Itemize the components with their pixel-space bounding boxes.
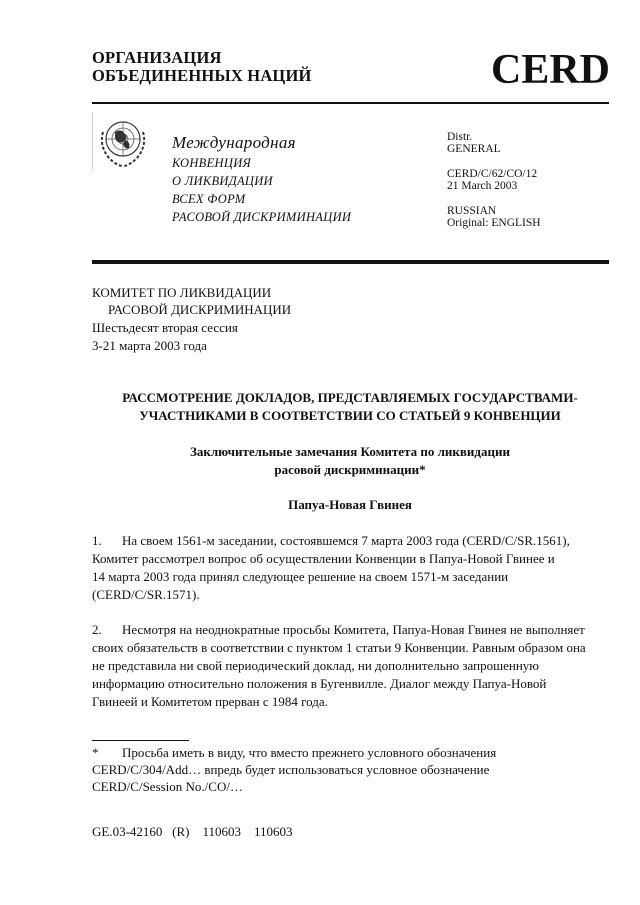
- paragraph-2-number: 2.: [92, 622, 102, 637]
- footnote-line: Просьба иметь в виду, что вместо прежнего условного обозначения: [122, 745, 497, 760]
- paragraph-1-line: На своем 1561-м заседании, состоявшемся 7 марта 2003 года (CERD/C/SR.1561),: [122, 533, 570, 548]
- paragraph-1-line: (CERD/C/SR.1571).: [92, 587, 200, 602]
- convention-title-line1: Международная: [172, 133, 296, 152]
- distr-value: GENERAL: [447, 143, 501, 155]
- paragraph-2-line: Гвинеей и Комитетом прерван с 1984 года.: [92, 694, 328, 709]
- paragraph-2-line: своих обязательств в соответствии с пунктом 1 статьи 9 Конвенции. Равным образом она: [92, 640, 586, 655]
- committee-line1: КОМИТЕТ ПО ЛИКВИДАЦИИ: [92, 285, 272, 300]
- distr-label: Distr.: [447, 131, 473, 143]
- job-number: GE.03-42160 (R) 110603 110603: [92, 824, 293, 839]
- heading-line2: УЧАСТНИКАМИ В СООТВЕТСТВИИ СО СТАТЬЕЙ 9 КОНВЕНЦИИ: [139, 408, 561, 423]
- header-divider: [92, 102, 609, 104]
- original-language: Original: ENGLISH: [447, 217, 541, 229]
- paragraph-1-line: Комитет рассмотрел вопрос об осуществлении Конвенции в Папуа-Новой Гвинее и: [92, 551, 555, 566]
- heading-line1: РАССМОТРЕНИЕ ДОКЛАДОВ, ПРЕДСТАВЛЯЕМЫХ ГОСУДАРСТВАМИ-: [122, 390, 578, 405]
- subheading-line2: расовой дискриминации*: [274, 462, 426, 477]
- footnote-line: CERD/C/304/Add… впредь будет использоваться условное обозначение: [92, 762, 490, 777]
- paragraph-1-number: 1.: [92, 533, 102, 548]
- footnote-mark: *: [92, 745, 99, 760]
- footnote-line: CERD/C/Session No./CO/…: [92, 779, 243, 794]
- session-name: Шестьдесят вторая сессия: [92, 320, 238, 335]
- session-dates: 3-21 марта 2003 года: [92, 338, 207, 353]
- document-symbol: CERD/C/62/CO/12: [447, 168, 538, 180]
- document-date: 21 March 2003: [447, 180, 518, 192]
- committee-line2: РАСОВОЙ ДИСКРИМИНАЦИИ: [108, 302, 292, 317]
- un-emblem-icon: [92, 112, 151, 170]
- paragraph-2-line: информацию относительно положения в Бугенвилле. Диалог между Папуа-Новой: [92, 676, 547, 691]
- document-code: CERD: [490, 47, 610, 93]
- org-name-line2: ОБЪЕДИНЕННЫХ НАЦИЙ: [92, 66, 312, 85]
- paragraph-2-line: не представила ни свой периодический доклад, ни дополнительно запрошенную: [92, 658, 540, 673]
- header-thick-divider: [92, 260, 609, 264]
- org-name-line1: ОРГАНИЗАЦИЯ: [92, 48, 222, 67]
- convention-title-line3: О ЛИКВИДАЦИИ: [172, 174, 273, 188]
- convention-title-line2: КОНВЕНЦИЯ: [172, 156, 252, 170]
- footnote-divider: [92, 740, 189, 741]
- country-title: Папуа-Новая Гвинея: [288, 497, 412, 512]
- paragraph-2-line: Несмотря на неоднократные просьбы Комитета, Папуа-Новая Гвинея не выполняет: [122, 622, 585, 637]
- convention-title-line4: ВСЕХ ФОРМ: [172, 192, 246, 206]
- paragraph-1-line: 14 марта 2003 года принял следующее решение на своем 1571-м заседании: [92, 569, 509, 584]
- convention-title-line5: РАСОВОЙ ДИСКРИМИНАЦИИ: [172, 210, 352, 224]
- document-language: RUSSIAN: [447, 205, 497, 217]
- subheading-line1: Заключительные замечания Комитета по ликвидации: [190, 444, 510, 459]
